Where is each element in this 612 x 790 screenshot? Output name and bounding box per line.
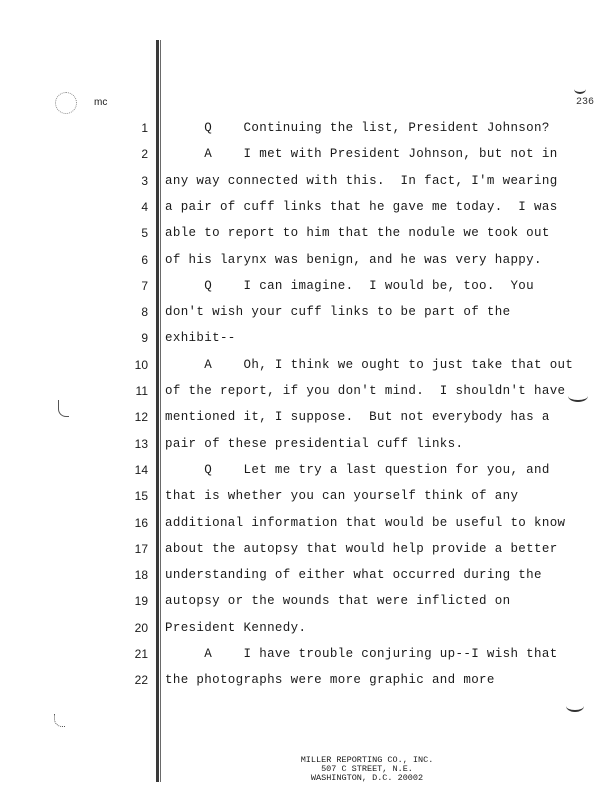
punch-hole-mark — [58, 400, 69, 417]
line-text: don't wish your cuff links to be part of the — [165, 305, 511, 320]
line-text: mentioned it, I suppose. But not everybody has a — [165, 410, 550, 425]
line-number: 15 — [134, 489, 148, 504]
line-text: of his larynx was benign, and he was very happy. — [165, 252, 542, 267]
line-number: 19 — [134, 594, 148, 609]
stamp-seal — [55, 92, 77, 114]
line-number: 22 — [134, 673, 148, 688]
margin-rule-inner — [160, 40, 161, 782]
line-number: 16 — [134, 515, 148, 530]
line-text: of the report, if you don't mind. I shouldn't have — [165, 384, 566, 398]
line-text: a pair of cuff links that he gave me today. I was — [165, 199, 558, 214]
line-number: 7 — [141, 278, 148, 293]
line-text: A I have trouble conjuring up--I wish that — [165, 647, 558, 661]
line-text: Q Let me try a last question for you, and — [165, 462, 550, 477]
binding-mark — [568, 390, 588, 402]
line-text: pair of these presidential cuff links. — [165, 436, 464, 451]
line-text: autopsy or the wounds that were inflicted on — [165, 594, 511, 609]
line-number: 1 — [141, 121, 148, 135]
line-text: President Kennedy. — [165, 620, 307, 635]
margin-rule — [156, 40, 159, 782]
line-text: the photographs were more graphic and more — [165, 673, 495, 688]
line-text: Q Continuing the list, President Johnson? — [165, 121, 550, 135]
line-text: able to report to him that the nodule we took out — [165, 226, 550, 241]
line-number: 8 — [141, 305, 148, 320]
line-text: additional information that would be useful to know — [165, 515, 566, 530]
line-number: 21 — [134, 647, 148, 661]
line-text: A Oh, I think we ought to just take that out — [165, 357, 574, 372]
line-number: 18 — [134, 568, 148, 583]
line-number: 6 — [141, 252, 148, 267]
line-number: 4 — [141, 199, 148, 214]
line-text: that is whether you can yourself think of any — [165, 489, 519, 504]
reporter-initials: mc — [94, 97, 108, 108]
footer-city: WASHINGTON, D.C. 20002 — [310, 773, 424, 783]
line-text: Q I can imagine. I would be, too. You — [165, 278, 535, 293]
line-text: about the autopsy that would help provide a better — [165, 541, 558, 556]
reporter-footer — [272, 756, 462, 783]
line-number: 14 — [134, 462, 148, 477]
line-number: 17 — [134, 541, 148, 556]
footer-street: 507 C STREET, N.E. — [321, 764, 413, 774]
line-number: 3 — [141, 173, 148, 188]
line-text: exhibit-- — [165, 331, 236, 346]
line-number: 2 — [141, 147, 148, 162]
line-number: 11 — [135, 384, 148, 398]
line-text: understanding of either what occurred during the — [165, 568, 542, 583]
binding-mark — [566, 700, 584, 712]
line-number: 9 — [141, 331, 148, 346]
page-number: 236 — [576, 97, 595, 108]
line-number: 20 — [134, 620, 148, 635]
line-number: 10 — [134, 357, 148, 372]
line-number: 13 — [134, 436, 148, 451]
line-text: A I met with President Johnson, but not in — [165, 147, 558, 162]
binding-mark — [574, 84, 586, 94]
line-number: 12 — [134, 410, 148, 425]
line-text: any way connected with this. In fact, I'm wearing — [165, 173, 558, 188]
footer-company: MILLER REPORTING CO., INC. — [300, 755, 434, 765]
punch-hole-mark — [54, 714, 65, 727]
line-number: 5 — [141, 226, 148, 241]
